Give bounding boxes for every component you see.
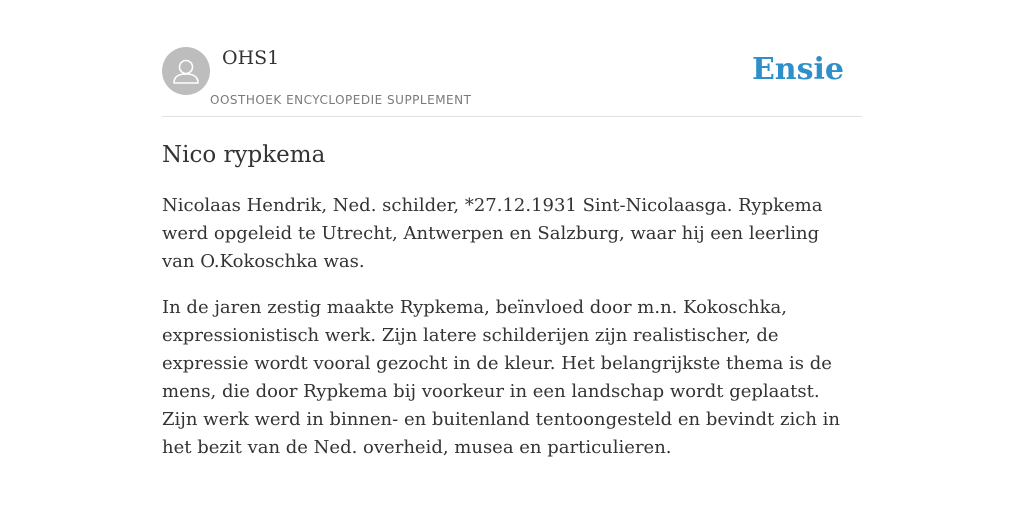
header: [162, 46, 862, 117]
source-label: OOSTHOEK ENCYCLOPEDIE SUPPLEMENT: [210, 93, 472, 107]
article-body: [162, 192, 852, 480]
user-icon: [162, 47, 210, 95]
article-paragraph: In de jaren zestig maakte Rypkema, beïnvloed door m.n. Kokoschka, expressionistisch werk. Zijn latere schilderijen zijn realistischer, de expressie wordt vooral gezocht in de kleur. Het belangrijkste thema is de mens, die door Rypkema bij voorkeur in een landschap wordt geplaatst. Zijn werk werd in binnen- en buitenland tentoongesteld en bevindt zich in het bezit van de Ned. overheid, musea en particulieren.: [162, 297, 840, 458]
site-logo[interactable]: Ensie: [751, 52, 844, 87]
article-paragraph: Nicolaas Hendrik, Ned. schilder, *27.12.1931 Sint-Nicolaasga. Rypkema werd opgeleid te Utrecht, Antwerpen en Salzburg, waar hij een leerling van O.Kokoschka was.: [162, 195, 823, 272]
author-name[interactable]: OHS1: [222, 47, 280, 69]
article-title: Nico rypkema: [162, 142, 326, 168]
avatar[interactable]: [162, 47, 210, 95]
